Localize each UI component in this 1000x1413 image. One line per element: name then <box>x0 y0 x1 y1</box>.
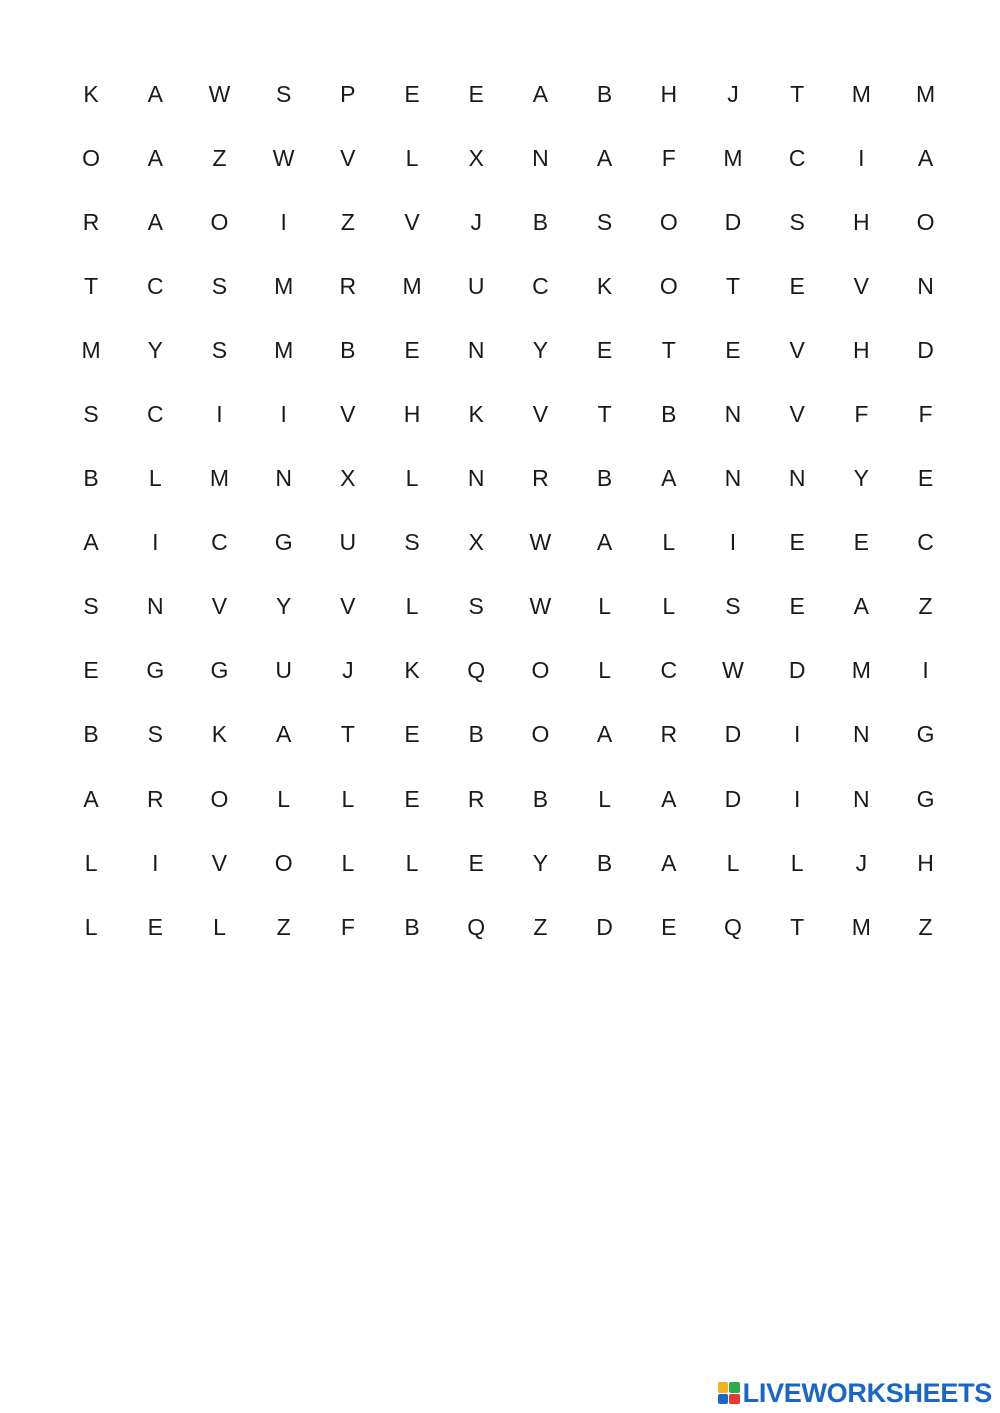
logo-square <box>729 1394 740 1405</box>
grid-letter: Y <box>853 465 870 492</box>
grid-letter: G <box>210 657 229 684</box>
grid-letter: S <box>211 336 228 363</box>
grid-letter: B <box>468 721 484 748</box>
grid-letter: E <box>468 849 484 876</box>
grid-letter: I <box>216 401 223 428</box>
grid-letter: N <box>917 272 934 299</box>
grid-letter: Z <box>533 913 548 940</box>
grid-letter: I <box>793 785 801 812</box>
grid-letter: R <box>532 465 549 492</box>
grid-letter: R <box>467 785 485 812</box>
grid-letter: B <box>340 336 356 363</box>
grid-letter: I <box>858 144 865 171</box>
liveworksheets-logo-icon <box>718 1382 740 1404</box>
grid-letter: L <box>213 913 226 940</box>
grid-letter: F <box>661 144 676 171</box>
grid-letter: X <box>468 144 484 171</box>
grid-letter: A <box>596 529 613 556</box>
grid-letter: E <box>917 465 934 492</box>
grid-letter: S <box>468 593 484 620</box>
grid-letter: L <box>790 849 804 876</box>
grid-letter: B <box>83 465 99 492</box>
grid-letter: E <box>853 529 870 556</box>
grid-letter: L <box>405 849 419 876</box>
word-search-grid <box>59 62 958 959</box>
grid-letter: Y <box>275 593 292 620</box>
grid-letter: V <box>789 336 805 363</box>
grid-letter: M <box>915 80 936 107</box>
grid-letter: S <box>789 208 805 235</box>
grid-letter: P <box>340 80 356 107</box>
grid-letter: V <box>340 593 356 620</box>
grid-letter: S <box>725 593 741 620</box>
grid-letter: O <box>916 208 935 235</box>
grid-letter: N <box>853 785 870 812</box>
grid-letter: W <box>722 657 744 684</box>
grid-letter: F <box>918 401 933 428</box>
grid-letter: I <box>280 401 287 428</box>
grid-letter: L <box>405 465 419 492</box>
grid-letter: L <box>405 593 419 620</box>
grid-letter: D <box>724 721 742 748</box>
grid-letter: M <box>209 465 230 492</box>
grid-letter: A <box>596 144 613 171</box>
grid-letter: I <box>729 529 737 556</box>
grid-letter: O <box>531 657 550 684</box>
grid-letter: C <box>211 529 228 556</box>
grid-letter: L <box>598 593 611 620</box>
grid-letter: A <box>147 144 163 171</box>
grid-letter: A <box>147 208 163 235</box>
grid-letter: G <box>916 721 935 748</box>
grid-letter: O <box>210 785 229 812</box>
grid-letter: M <box>723 144 743 171</box>
grid-letter: D <box>596 913 613 940</box>
grid-letter: S <box>83 593 99 620</box>
grid-letter: M <box>402 272 422 299</box>
grid-letter: C <box>917 529 934 556</box>
grid-letter: E <box>404 336 420 363</box>
grid-letter: Q <box>467 657 486 684</box>
grid-letter: B <box>83 721 99 748</box>
grid-letter: K <box>596 272 613 299</box>
grid-letter: G <box>274 529 293 556</box>
grid-letter: B <box>404 913 420 940</box>
grid-letter: H <box>403 401 421 428</box>
grid-letter: C <box>788 144 806 171</box>
grid-letter: Z <box>212 144 227 171</box>
grid-letter: T <box>597 401 612 428</box>
grid-letter: H <box>853 336 870 363</box>
grid-letter: J <box>470 208 482 235</box>
grid-letter: Y <box>532 336 549 363</box>
grid-letter: U <box>275 657 292 684</box>
grid-letter: Z <box>918 913 933 940</box>
grid-letter: M <box>274 272 294 299</box>
grid-letter: U <box>467 272 485 299</box>
grid-letter: B <box>596 465 613 492</box>
grid-letter: Q <box>467 913 486 940</box>
grid-letter: L <box>84 913 98 940</box>
grid-letter: T <box>790 80 805 107</box>
grid-letter: C <box>532 272 549 299</box>
grid-letter: V <box>404 208 420 235</box>
grid-letter: L <box>277 785 291 812</box>
logo-square <box>729 1382 740 1393</box>
grid-letter: S <box>83 401 99 428</box>
grid-letter: N <box>275 465 292 492</box>
grid-letter: W <box>529 593 552 620</box>
grid-letter: D <box>724 785 742 812</box>
grid-letter: S <box>147 721 163 748</box>
grid-letter: D <box>788 657 806 684</box>
grid-letter: M <box>274 336 294 363</box>
grid-letter: N <box>853 721 870 748</box>
grid-letter: E <box>468 80 484 107</box>
grid-letter: B <box>532 785 549 812</box>
grid-letter: K <box>83 80 99 107</box>
grid-letter: Z <box>340 208 355 235</box>
grid-letter: S <box>404 529 420 556</box>
grid-letter: W <box>272 144 295 171</box>
grid-letter: L <box>598 657 611 684</box>
grid-letter: H <box>660 80 678 107</box>
grid-letter: E <box>147 913 163 940</box>
logo-square <box>718 1394 729 1405</box>
grid-letter: I <box>152 529 159 556</box>
grid-letter: I <box>793 721 801 748</box>
grid-letter: B <box>532 208 549 235</box>
grid-letter: L <box>148 465 162 492</box>
grid-letter: A <box>661 465 677 492</box>
grid-letter: E <box>789 272 805 299</box>
grid-letter: V <box>340 144 356 171</box>
grid-letter: I <box>152 849 159 876</box>
grid-letter: N <box>146 593 164 620</box>
grid-letter: L <box>662 593 676 620</box>
grid-letter: I <box>280 208 287 235</box>
grid-letter: N <box>788 465 806 492</box>
grid-letter: T <box>725 272 740 299</box>
grid-letter: L <box>662 529 676 556</box>
liveworksheets-brand <box>718 1377 992 1409</box>
grid-letter: N <box>724 401 742 428</box>
grid-letter: V <box>532 401 549 428</box>
grid-letter: A <box>83 785 99 812</box>
grid-letter: A <box>596 721 613 748</box>
grid-letter: E <box>404 721 420 748</box>
grid-letter: A <box>275 721 292 748</box>
grid-letter: M <box>81 336 101 363</box>
grid-letter: A <box>661 849 677 876</box>
grid-letter: E <box>404 785 420 812</box>
grid-letter: S <box>211 272 228 299</box>
grid-letter: M <box>851 80 871 107</box>
grid-letter: S <box>596 208 613 235</box>
grid-letter: X <box>340 465 356 492</box>
grid-letter: A <box>147 80 163 107</box>
grid-letter: F <box>854 401 869 428</box>
grid-letter: R <box>82 208 100 235</box>
grid-letter: B <box>596 849 613 876</box>
grid-letter: V <box>789 401 805 428</box>
grid-letter: V <box>211 849 228 876</box>
grid-letter: J <box>727 80 739 107</box>
grid-letter: K <box>404 657 420 684</box>
grid-letter: W <box>208 80 231 107</box>
grid-letter: T <box>340 721 355 748</box>
grid-letter: O <box>531 721 550 748</box>
grid-letter: A <box>661 785 677 812</box>
grid-letter: O <box>82 144 101 171</box>
grid-letter: E <box>789 593 805 620</box>
grid-letter: A <box>853 593 870 620</box>
grid-letter: J <box>342 657 354 684</box>
grid-letter: S <box>275 80 292 107</box>
grid-letter: V <box>340 401 356 428</box>
grid-letter: M <box>851 913 871 940</box>
grid-letter: H <box>853 208 870 235</box>
grid-letter: X <box>468 529 484 556</box>
grid-letter: E <box>725 336 741 363</box>
grid-letter: N <box>467 465 485 492</box>
logo-square <box>718 1382 729 1393</box>
grid-letter: V <box>211 593 228 620</box>
grid-letter: U <box>339 529 357 556</box>
grid-letter: O <box>274 849 293 876</box>
grid-letter: W <box>529 529 552 556</box>
grid-letter: E <box>596 336 613 363</box>
grid-letter: A <box>532 80 549 107</box>
grid-letter: Y <box>147 336 163 363</box>
grid-letter: K <box>468 401 484 428</box>
grid-letter: O <box>659 272 678 299</box>
grid-letter: F <box>340 913 355 940</box>
grid-letter: L <box>405 144 419 171</box>
grid-letter: N <box>532 144 549 171</box>
grid-letter: E <box>83 657 99 684</box>
grid-letter: N <box>724 465 742 492</box>
grid-letter: L <box>341 849 355 876</box>
grid-letter: E <box>404 80 420 107</box>
grid-letter: J <box>855 849 868 876</box>
grid-letter: T <box>790 913 805 940</box>
grid-letter: H <box>917 849 934 876</box>
grid-letter: Q <box>724 913 742 940</box>
grid-letter: T <box>84 272 99 299</box>
grid-letter: G <box>146 657 165 684</box>
grid-letter: L <box>726 849 740 876</box>
grid-letter: G <box>916 785 935 812</box>
grid-letter: Y <box>532 849 549 876</box>
grid-letter: I <box>922 657 929 684</box>
grid-letter: C <box>660 657 678 684</box>
grid-letter: E <box>789 529 805 556</box>
grid-letter: N <box>467 336 485 363</box>
brand-text: LIVEWORKSHEETS <box>742 1377 992 1408</box>
grid-letter: R <box>660 721 678 748</box>
grid-letter: Z <box>276 913 291 940</box>
grid-letter: R <box>339 272 357 299</box>
grid-letter: B <box>596 80 613 107</box>
grid-letter: T <box>661 336 676 363</box>
grid-letter: C <box>146 272 164 299</box>
grid-letter: A <box>917 144 934 171</box>
grid-letter: O <box>210 208 229 235</box>
grid-letter: A <box>83 529 99 556</box>
grid-letter: M <box>851 657 871 684</box>
grid-letter: E <box>661 913 677 940</box>
grid-letter: R <box>146 785 164 812</box>
grid-letter: V <box>853 272 870 299</box>
grid-letter: C <box>146 401 164 428</box>
grid-letter: Z <box>918 593 933 620</box>
grid-letter: L <box>598 785 611 812</box>
grid-letter: D <box>724 208 742 235</box>
grid-letter: L <box>84 849 98 876</box>
grid-letter: K <box>211 721 228 748</box>
grid-letter: O <box>659 208 678 235</box>
grid-letter: B <box>661 401 677 428</box>
grid-letter: D <box>917 336 934 363</box>
grid-letter: L <box>341 785 355 812</box>
